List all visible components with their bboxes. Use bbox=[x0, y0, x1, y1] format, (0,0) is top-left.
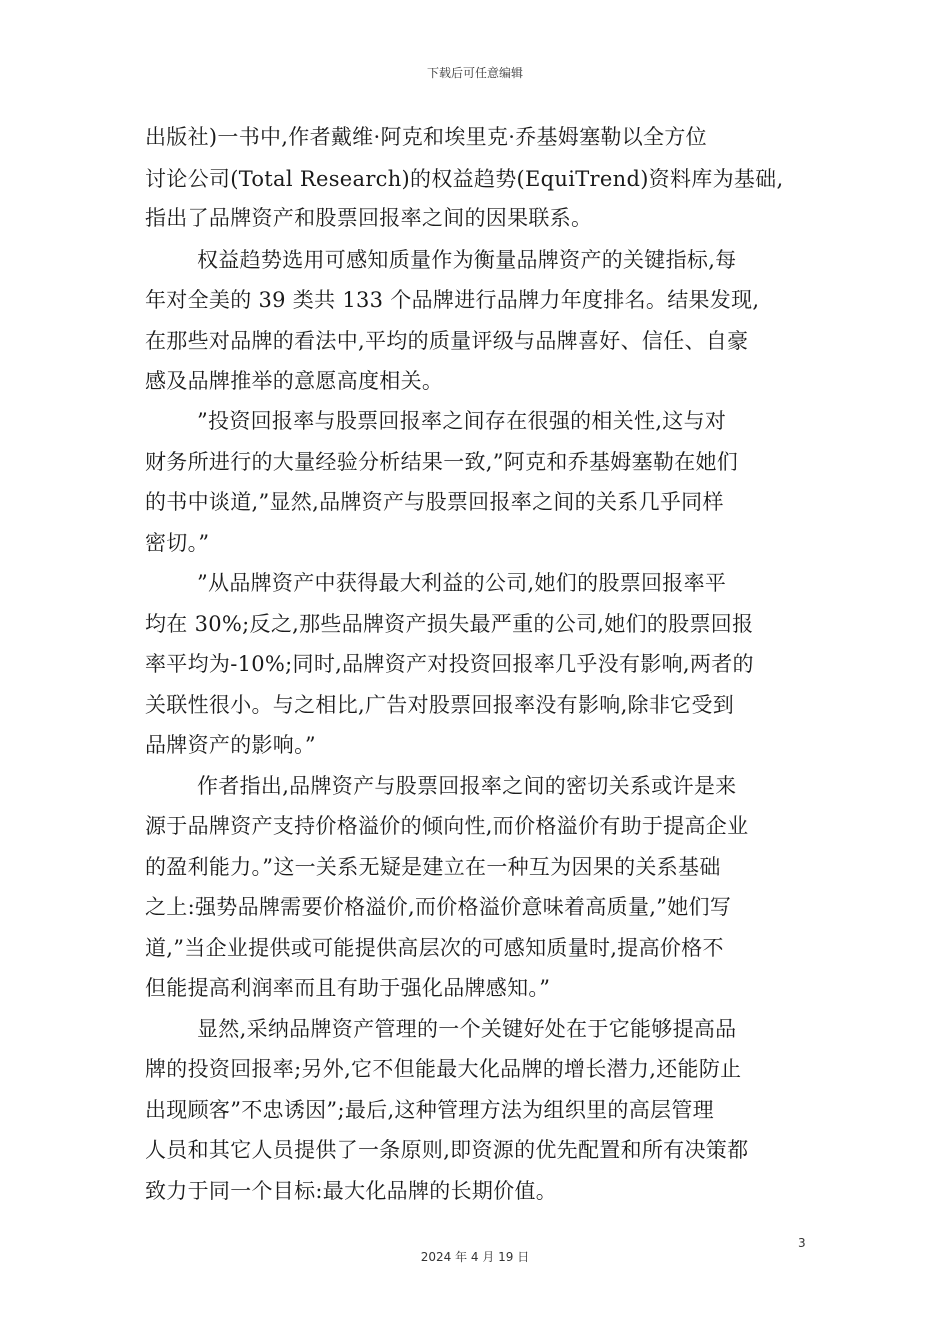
text-line: 率平均为-10%;同时,品牌资产对投资回报率几乎没有影响,两者的 bbox=[145, 652, 754, 676]
text-line: 讨论公司(Total Research)的权益趋势(EquiTrend)资料库为基础, bbox=[145, 167, 784, 191]
text-line: 之上:强势品牌需要价格溢价,而价格溢价意味着高质量,”她们写 bbox=[145, 895, 732, 919]
text-line: 人员和其它人员提供了一条原则,即资源的优先配置和所有决策都 bbox=[145, 1138, 749, 1162]
text-line: 的书中谈道,”显然,品牌资产与股票回报率之间的关系几乎同样 bbox=[145, 490, 724, 514]
text-line: 品牌资产的影响。” bbox=[145, 733, 316, 757]
text-line: 均在 30%;反之,那些品牌资产损失最严重的公司,她们的股票回报 bbox=[145, 612, 754, 636]
text-line: 作者指出,品牌资产与股票回报率之间的密切关系或许是来 bbox=[197, 774, 737, 798]
text-line: 道,”当企业提供或可能提供高层次的可感知质量时,提高价格不 bbox=[145, 936, 724, 960]
text-line: 在那些对品牌的看法中,平均的质量评级与品牌喜好、信任、自豪 bbox=[145, 329, 749, 353]
text-line: 感及品牌推举的意愿高度相关。 bbox=[145, 369, 444, 393]
footer-date: 2024 年 4 月 19 日 bbox=[420, 1250, 530, 1264]
page-number: 3 bbox=[798, 1236, 806, 1250]
text-line: 出现顾客”不忠诱因”;最后,这种管理方法为组织里的高层管理 bbox=[145, 1098, 714, 1122]
text-line: 财务所进行的大量经验分析结果一致,”阿克和乔基姆塞勒在她们 bbox=[145, 450, 739, 474]
text-line: 指出了品牌资产和股票回报率之间的因果联系。 bbox=[145, 206, 593, 230]
text-line: ”从品牌资产中获得最大利益的公司,她们的股票回报率平 bbox=[197, 571, 727, 595]
text-line: 致力于同一个目标:最大化品牌的长期价值。 bbox=[145, 1179, 558, 1203]
text-line: 显然,采纳品牌资产管理的一个关键好处在于它能够提高品 bbox=[197, 1017, 737, 1041]
text-line: 源于品牌资产支持价格溢价的倾向性,而价格溢价有助于提高企业 bbox=[145, 814, 749, 838]
page-header: 下载后可任意编辑 bbox=[426, 66, 523, 80]
text-line: 出版社)一书中,作者戴维·阿克和埃里克·乔基姆塞勒以全方位 bbox=[145, 125, 707, 149]
text-line: 权益趋势选用可感知质量作为衡量品牌资产的关键指标,每 bbox=[197, 248, 737, 272]
text-line: 牌的投资回报率;另外,它不但能最大化品牌的增长潜力,还能防止 bbox=[145, 1057, 742, 1081]
text-line: ”投资回报率与股票回报率之间存在很强的相关性,这与对 bbox=[197, 409, 727, 433]
text-line: 密切。” bbox=[145, 531, 210, 555]
text-line: 但能提高利润率而且有助于强化品牌感知。” bbox=[145, 976, 551, 1000]
text-line: 的盈利能力。”这一关系无疑是建立在一种互为因果的关系基础 bbox=[145, 855, 721, 879]
text-line: 关联性很小。与之相比,广告对股票回报率没有影响,除非它受到 bbox=[145, 693, 735, 717]
text-line: 年对全美的 39 类共 133 个品牌进行品牌力年度排名。结果发现, bbox=[145, 288, 760, 312]
